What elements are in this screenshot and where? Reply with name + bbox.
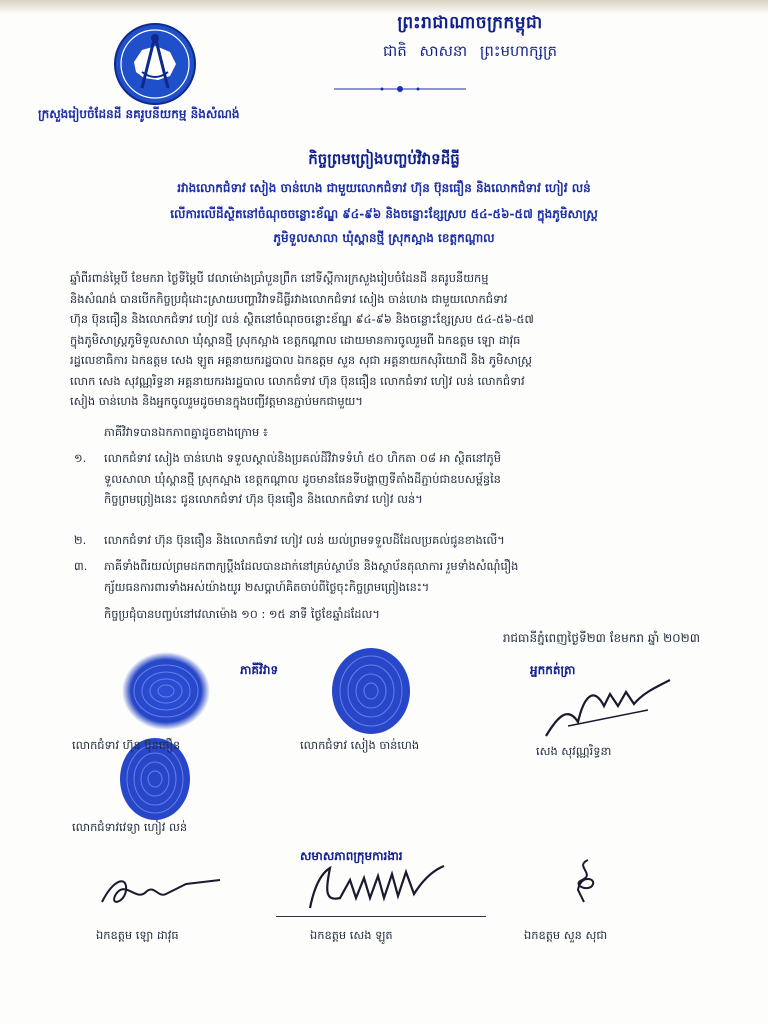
recorder-name: សេង សុវណ្ណរិទ្ធនា	[536, 744, 612, 758]
official1-name: ឯកឧត្តម ឡោ ដាវុធ	[96, 928, 179, 942]
kingdom-heading: ព្រះរាជាណាចក្រកម្ពុជា	[397, 13, 543, 33]
committee-label: សមាសភាពក្រុមការងារ	[300, 849, 403, 863]
document-title: កិច្ចព្រមព្រៀងបញ្ចប់វិវាទដីធ្លី	[308, 150, 460, 168]
official2-signature-icon	[300, 858, 450, 918]
list-item-text: លោកជំទាវ ហ៊ុន ប៊ុនធឿន និងលោកជំទាវ ហៀវ លន់ យល់ព្រមទទួលដីដែលប្រគល់ជូនខាងលើ។	[104, 533, 505, 547]
ornament-divider-icon	[330, 82, 470, 96]
official2-name: ឯកឧត្តម សេង ឡូត	[310, 928, 393, 942]
list-item	[74, 556, 694, 597]
official1-signature-icon	[96, 872, 226, 916]
list-item	[74, 530, 694, 551]
list-item	[74, 448, 694, 510]
agreement-lead: ភាគីវិវាទបានឯកភាពគ្នាដូចខាងក្រោម ៖	[104, 425, 268, 439]
party3-name: លោកជំទាវវេទ្យា ហៀវ លន់	[72, 820, 188, 834]
subtitle-line-1: រវាងលោកជំទាវ សៀង ចាន់ហេង ជាមួយលោកជំទាវ ហ៊ុន ប៊ុនធឿន និងលោកជំទាវ ហៀវ លន់	[177, 181, 591, 195]
fingerprint-party2-icon	[330, 646, 412, 736]
list-item-number: ៣.	[74, 559, 88, 573]
official3-signature-icon	[566, 856, 606, 906]
official3-name: ឯកឧត្តម សួន សុជា	[524, 928, 608, 942]
national-motto: ជាតិ សាសនា ព្រះមហាក្សត្រ	[382, 42, 558, 60]
intro-paragraph: ឆ្នាំពីរពាន់ម្ភៃបី ខែមករា ថ្ងៃទីម្ភៃបី វេលាម៉ោងប្រាំបួនព្រឹក នៅទីស្តីការក្រសួងរៀបចំដែនដី នគរូបនីយកម្ម និងសំណង់ បានបើកកិច្ចប្រជុំដោះស្រាយបញ្ហាវិវាទដីធ្លីរវាងលោកជំទាវ សៀង ចាន់ហេង ជាមួយលោកជំទាវ ហ៊ុន ប៊ុនធឿន និងលោកជំទាវ ហៀវ លន់ ស្ថិតនៅចំណុចចន្លោះខ័ណ្ឌ ៩៤-៩៦ និងចន្លោះខ្សែស្រប ៥៤-៥៦-៥៧ ក្នុងភូមិសាស្រ្តភូមិទួលសាលា ឃុំស្ពានថ្មី ស្រុកស្អាង ខេត្តកណ្តាល ដោយមានការចូលរួមពី ឯកឧត្តម ឡោ ដាវុធ រដ្ឋលេខាធិការ ឯកឧត្តម សេង ឡូត អគ្គនាយករដ្ឋបាល ឯកឧត្តម សួន សុជា អគ្គនាយកសុរិយោដី និង ភូមិសាស្ត្រ លោក សេង សុវណ្ណរិទ្ធនា អគ្គនាយករងរដ្ឋបាល លោកជំទាវ ហ៊ុន ប៊ុនធឿន លោកជំទាវ ហៀវ លន់ លោកជំទាវ សៀង ចាន់ហេង និងអ្នកចូលរួមដូចមានក្នុងបញ្ជីវត្តមានភ្ជាប់មកជាមួយ។	[70, 271, 534, 408]
recorder-signature-icon	[538, 676, 678, 746]
party2-name: លោកជំទាវ សៀង ចាន់ហេង	[300, 738, 420, 752]
ministry-name: ក្រសួងរៀបចំដែនដី នគរូបនីយកម្ម និងសំណង់	[38, 107, 240, 121]
party1-name: លោកជំទាវ ហ៊ុន ប៊ុនធឿន	[72, 738, 181, 752]
subtitle-line-2: លើការលើដីស្ថិតនៅចំណុចចន្លោះខ័ណ្ឌ ៩៤-៩៦ និងចន្លោះខ្សែស្រប ៥៤-៥៦-៥៧ ក្នុងភូមិសាស្រ្ត	[170, 207, 598, 221]
fingerprint-party1-icon	[120, 650, 212, 732]
list-item-number: ១.	[74, 451, 87, 465]
list-item-text: ភាគីទាំងពីរយល់ព្រមដកពាក្យប្តឹងដែលបានដាក់នៅគ្រប់ស្ថាប័ន និងស្ថាប័នតុលាការ រួមទាំងសំណុំរឿង ក្ស័យធនការពារទាំងអស់យ៉ាងយូរ ២សប្តាហ៍គិតចាប់ពីថ្ងៃចុះកិច្ចព្រមព្រៀងនេះ។	[104, 559, 519, 594]
list-item-text: លោកជំទាវ សៀង ចាន់ហេង ទទួលស្គាល់និងប្រគល់ដីវិវាទទំហំ ៥០ ហិកតា ០៨ អា ស្ថិតនៅភូមិ ទួលសាលា ឃុំស្ពានថ្មី ស្រុកស្អាង ខេត្តកណ្តាល ដូចមានផែនទីបង្ហាញទីតាំងដីភ្ជាប់ជាឧបសម្ព័ន្ធនៃ កិច្ចព្រមព្រៀងនេះ ជូនលោកជំទាវ ហ៊ុន ប៊ុនធឿន និងលោកជំទាវ ហៀវ លន់។	[104, 451, 501, 506]
date-line: រាជធានីភ្នំពេញថ្ងៃទី២៣ ខែមករា ឆ្នាំ ២០២៣	[502, 631, 700, 645]
closing-paragraph: កិច្ចប្រជុំបានបញ្ចប់នៅវេលាម៉ោង ១០ : ១៥ នាទី ថ្ងៃខែឆ្នាំដដែល។	[104, 607, 380, 621]
parties-label: ភាគីវិវាទ	[240, 663, 279, 677]
list-item-number: ២.	[74, 533, 87, 547]
ministry-emblem-icon	[112, 22, 198, 106]
recorder-label: អ្នកកត់ត្រា	[530, 663, 576, 677]
subtitle-line-3: ភូមិទួលសាលា ឃុំស្ពានថ្មី ស្រុកស្អាង ខេត្តកណ្តាល	[273, 231, 495, 245]
